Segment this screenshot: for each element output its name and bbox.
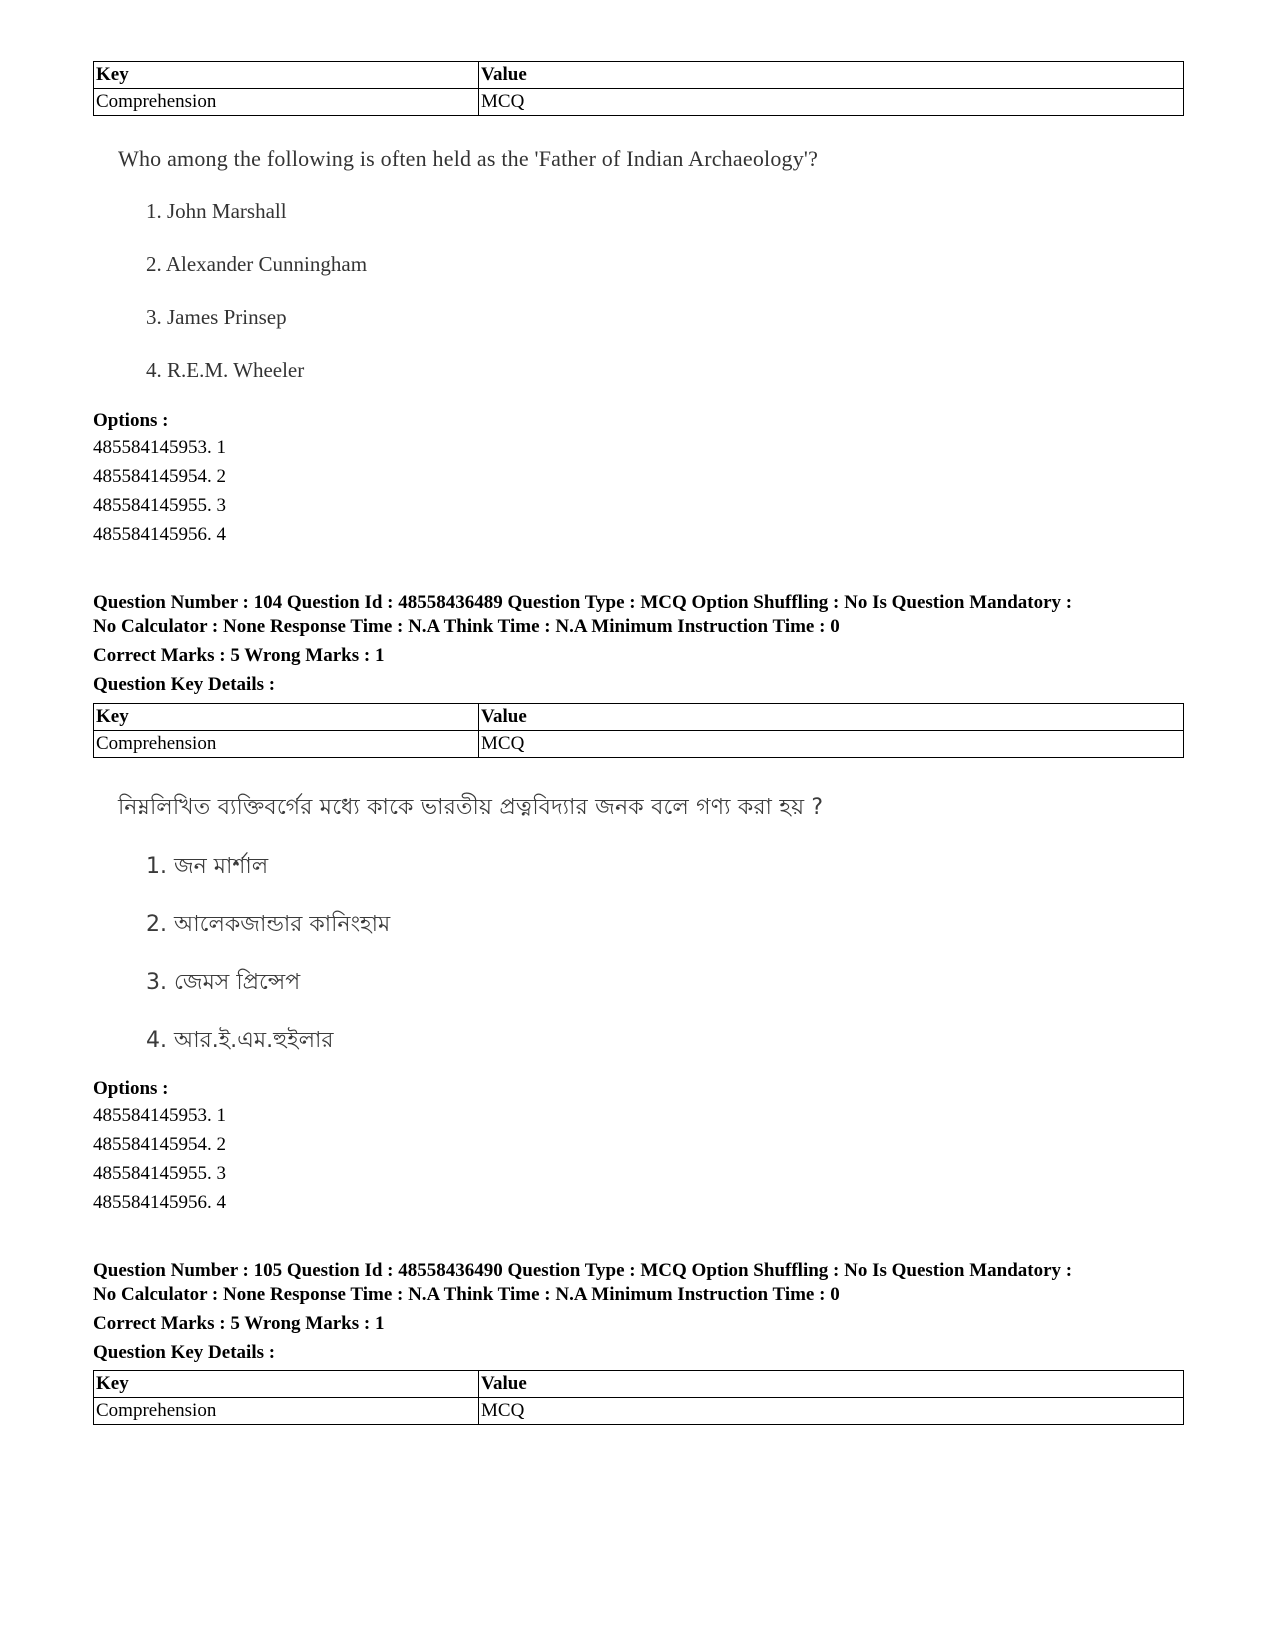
key-header: Key xyxy=(94,62,479,89)
marks-line: Correct Marks : 5 Wrong Marks : 1 xyxy=(93,1313,385,1334)
table-row xyxy=(94,1398,1184,1425)
choice-3: 3. জেমস প্রিন্সেপ xyxy=(146,970,301,995)
question-text: নিম্নলিখিত ব্যক্তিবর্গের মধ্যে কাকে ভারতীয় প্রত্নবিদ্যার জনক বলে গণ্য করা হয় ? xyxy=(118,795,824,820)
option-item: 485584145956. 4 xyxy=(93,524,226,545)
table-row xyxy=(94,731,1184,758)
choice-3: 3. James Prinsep xyxy=(146,305,287,329)
question-meta-line-1: Question Number : 105 Question Id : 48558436490 Question Type : MCQ Option Shuffling : No Is Question Mandatory : xyxy=(93,1260,1073,1281)
table-header-row xyxy=(94,1371,1184,1398)
value-cell: MCQ xyxy=(479,1398,1184,1425)
question-key-table xyxy=(93,1370,1184,1425)
option-item: 485584145955. 3 xyxy=(93,495,226,516)
key-header: Key xyxy=(94,704,479,731)
table-row xyxy=(94,89,1184,116)
question-text: Who among the following is often held as the 'Father of Indian Archaeology'? xyxy=(118,146,819,171)
option-item: 485584145954. 2 xyxy=(93,466,226,487)
value-cell: MCQ xyxy=(479,731,1184,758)
options-label: Options : xyxy=(93,1078,169,1099)
choice-1: 1. জন মার্শাল xyxy=(146,854,269,879)
value-header: Value xyxy=(479,1371,1184,1398)
key-cell: Comprehension xyxy=(94,731,479,758)
key-details-label: Question Key Details : xyxy=(93,1342,276,1363)
marks-line: Correct Marks : 5 Wrong Marks : 1 xyxy=(93,645,385,666)
table-header-row xyxy=(94,62,1184,89)
value-cell: MCQ xyxy=(479,89,1184,116)
value-header: Value xyxy=(479,704,1184,731)
options-label: Options : xyxy=(93,410,169,431)
choice-2: 2. আলেকজান্ডার কানিংহাম xyxy=(146,912,391,937)
choice-4: 4. R.E.M. Wheeler xyxy=(146,358,305,382)
option-item: 485584145955. 3 xyxy=(93,1163,226,1184)
option-item: 485584145953. 1 xyxy=(93,1105,226,1126)
key-cell: Comprehension xyxy=(94,1398,479,1425)
key-header: Key xyxy=(94,1371,479,1398)
question-key-table xyxy=(93,61,1184,116)
question-meta-line-2: No Calculator : None Response Time : N.A Think Time : N.A Minimum Instruction Time : 0 xyxy=(93,1284,840,1305)
option-item: 485584145953. 1 xyxy=(93,437,226,458)
option-item: 485584145954. 2 xyxy=(93,1134,226,1155)
value-header: Value xyxy=(479,62,1184,89)
options-list xyxy=(93,437,226,553)
choice-1: 1. John Marshall xyxy=(146,199,287,223)
key-cell: Comprehension xyxy=(94,89,479,116)
choice-2: 2. Alexander Cunningham xyxy=(146,252,368,276)
option-item: 485584145956. 4 xyxy=(93,1192,226,1213)
question-key-table xyxy=(93,703,1184,758)
table-header-row xyxy=(94,704,1184,731)
key-details-label: Question Key Details : xyxy=(93,674,276,695)
choice-4: 4. আর.ই.এম.হুইলার xyxy=(146,1028,334,1053)
options-list xyxy=(93,1105,226,1221)
question-meta-line-1: Question Number : 104 Question Id : 48558436489 Question Type : MCQ Option Shuffling : No Is Question Mandatory : xyxy=(93,592,1073,613)
question-meta-line-2: No Calculator : None Response Time : N.A Think Time : N.A Minimum Instruction Time : 0 xyxy=(93,616,840,637)
